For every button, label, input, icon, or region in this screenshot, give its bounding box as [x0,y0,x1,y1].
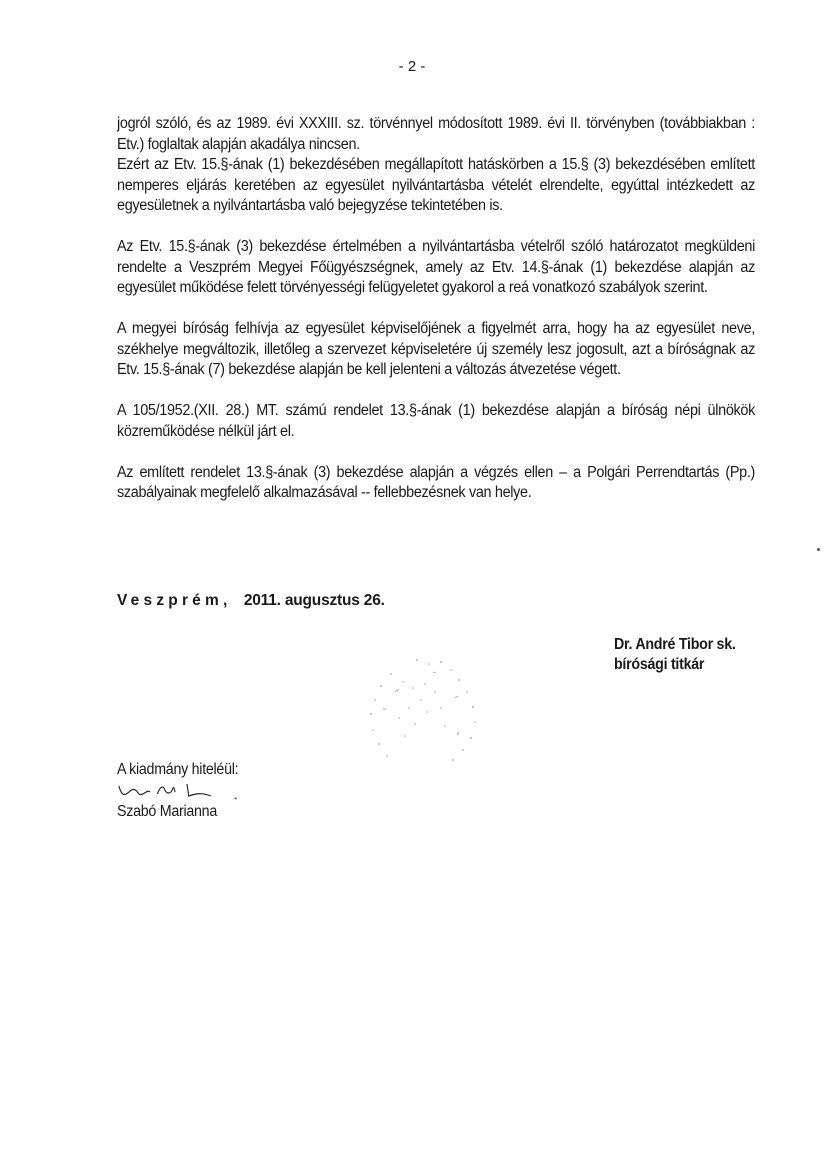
paragraph-2: Ezért az Etv. 15.§-ának (1) bekezdésében megállapított hatáskörben a 15.§ (3) bekezdésében említett nemperes eljárás keretében az egyesület nyilvántartásba vételét elrendelte, egyúttal intézkedett az egyesületnek a nyilvántartásba való bejegyzése tekintetében is. [117,156,755,214]
paragraph-4: A megyei bíróság felhívja az egyesület képviselőjének a figyelmét arra, hogy ha az egyesület neve, székhelye megváltozik, illetőleg a szervezet képviseletére új személy lesz jogosult, azt a bíróságnak az Etv. 15.§-ának (7) bekezdése alapján be kell jelenteni a változás átvezetése végett. [117,320,755,378]
certification-label: A kiadmány hiteléül: [117,761,239,778]
signer-name: Dr. André Tibor sk. [614,636,736,653]
date-line [117,592,385,610]
paragraph-1: jogról szóló, és az 1989. évi XXXIII. sz. törvénnyel módosított 1989. évi II. törvényben (továbbiakban : Etv.) foglaltak alapján akadálya nincsen. [117,115,755,153]
certification-name: Szabó Marianna [117,803,217,820]
scan-speck [817,548,820,551]
paragraph-3: Az Etv. 15.§-ának (3) bekezdése értelmében a nyilvántartásba vételről szóló határozatot megküldeni rendelte a Veszprém Megyei Főügyészségnek, amely az Etv. 14.§-ának (1) bekezdése alapján az egyesület működése felett törvényességi felügyeletet gyakorol a reá vonatkozó szabályok szerint. [117,238,755,296]
handwritten-signature-icon [117,780,246,802]
document-body [117,114,755,524]
faint-stamp-icon [355,652,490,770]
signer-title: bírósági titkár [614,656,705,673]
certification-block [117,760,246,822]
date-place: Veszprém, [117,592,232,609]
paragraph-6: Az említett rendelet 13.§-ának (3) bekezdése alapján a végzés ellen – a Polgári Perrendtartás (Pp.) szabályainak megfelelő alkalmazásával -- fellebbezésnek van helye. [117,463,755,501]
page-number: - 2 - [398,58,426,75]
date-value: 2011. augusztus 26. [243,592,385,609]
paragraph-5: A 105/1952.(XII. 28.) MT. számú rendelet 13.§-ának (1) bekezdése alapján a bíróság népi ülnökök közreműködése nélkül járt el. [117,402,755,440]
signer-block [614,635,736,675]
